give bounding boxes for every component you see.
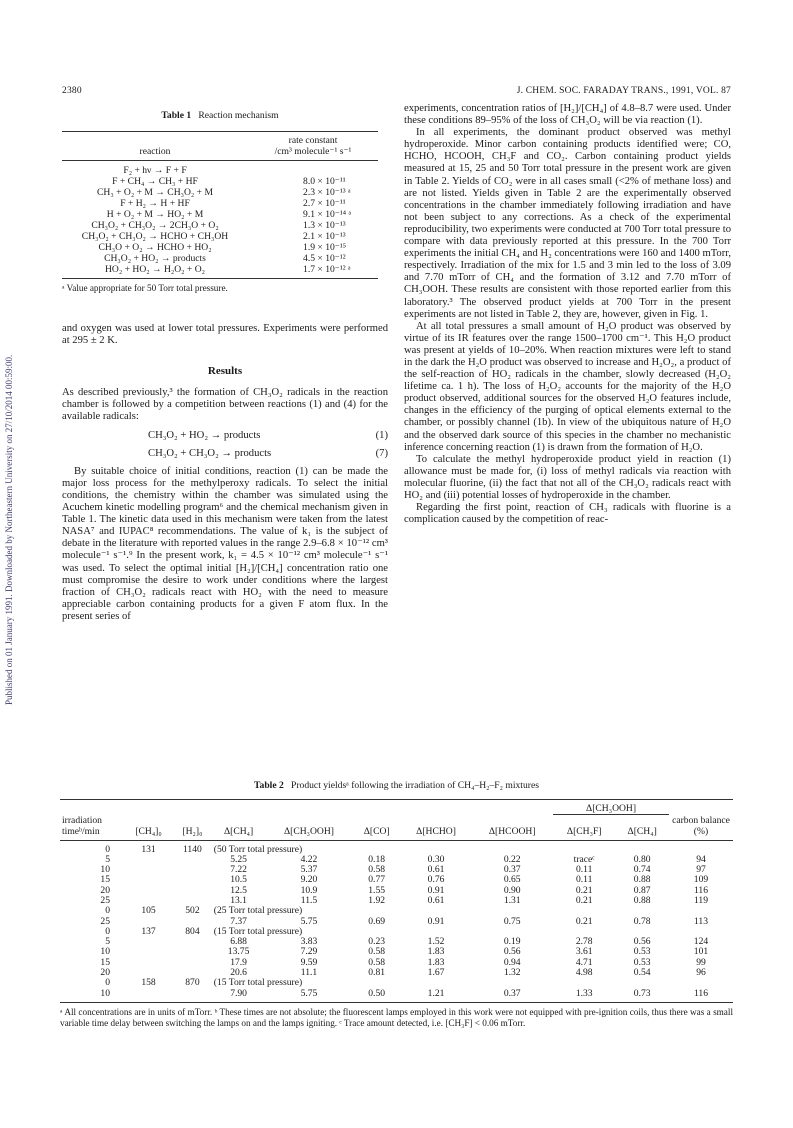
table2-cell: 17.9	[230, 956, 247, 968]
table2-cell: 0.58	[368, 956, 386, 968]
table2-cell: 7.37	[230, 915, 247, 927]
table2-row	[60, 978, 733, 988]
table1-rate-constant: 4.5 × 10⁻¹²	[303, 253, 346, 264]
table2-cell: 1.32	[503, 967, 521, 979]
table2-row	[60, 906, 733, 916]
table2-cell	[173, 886, 212, 896]
table2-cell	[124, 855, 173, 865]
table2-cell: 0.53	[633, 956, 651, 968]
table2-group-head: Δ[CH₃OOH]	[553, 800, 669, 815]
table2-cell: 0.21	[575, 894, 593, 906]
table1-row	[62, 209, 378, 220]
table2-cell	[124, 989, 173, 1003]
table2-row	[60, 865, 733, 875]
table2-cell: 0.58	[368, 864, 386, 876]
table2-col-header: carbon balance (%)	[669, 815, 733, 841]
table1-row	[62, 242, 378, 253]
table2-cell: 0.69	[368, 915, 386, 927]
table1-reaction: H + O₂ + M → HO₂ + M	[106, 209, 204, 220]
equation-7-text: CH₃O₂ + CH₃O₂ → products	[148, 447, 272, 459]
table2-col-header: [H₂]₀	[173, 815, 212, 841]
table2-cell: 25	[100, 894, 110, 906]
table2-cell: 1.52	[427, 936, 445, 948]
table2-cell: 25	[100, 915, 110, 927]
table2-title: Product yieldsᵃ following the irradiation of CH₄–H₂–F₂ mixtures	[291, 780, 539, 791]
table1-row	[62, 176, 378, 187]
table2-cell: 137	[141, 925, 156, 937]
table1-row	[62, 231, 378, 242]
left-column	[62, 323, 388, 623]
table2-cell: 9.20	[300, 874, 318, 886]
table2-pressure-note: (50 Torr total pressure)	[213, 843, 303, 855]
table2-cell: 20.6	[230, 967, 247, 979]
table2-row	[60, 968, 733, 978]
table2-row	[60, 937, 733, 947]
right-para-2: In all experiments, the dominant product observed was methyl hydroperoxide. Minor carbon containing products identified were; CO, HCHO, HCOOH, CH₃F and CO₂. Carbon containing product yields measured at 15, 25 and 50 Torr total pressure in the present work are given in Table 2. Yields of CO₂ were in all cases small (<2% of methane loss) and are not listed. Yields given in Table 2 are the experimentally observed concentrations in the chamber immediately following irradiation and have not been subject to any corrections. As a check of the experimental reproducibility, two experiments were conducted at 700 Torr total pressure to compare with data previously reported at this pressure. In the 700 Torr experiments the initial CH₄ and H₂ concentrations were 160 and 1400 mTorr, respectively. Irradiation of the mix for 1.5 and 3 min led to the loss of 3.09 and 7.70 mTorr of CH₄ and the formation of 3.12 and 7.70 mTorr of CH₃OOH. These results are consistent with those reported earlier from this laboratory.³ The observed product yields at 700 Torr in the present experiments are not listed in Table 2, they are, however, given in Fig. 1.	[404, 127, 731, 320]
table2-col-header: Δ[CH₄]	[615, 815, 669, 841]
table2-row	[60, 989, 733, 1003]
table2-cell: 804	[185, 925, 200, 937]
table2-cell: 0.87	[633, 884, 651, 896]
table2-cell	[173, 937, 212, 947]
table2-row	[60, 875, 733, 885]
table2-cell: 10	[100, 864, 110, 876]
table2-cell: 5.37	[300, 864, 318, 876]
table2-row	[60, 917, 733, 927]
table1-rate-constant: 2.3 × 10⁻¹³ ᵃ	[303, 187, 351, 198]
download-sidebar	[2, 300, 16, 720]
table2-pressure-note: (15 Torr total pressure)	[213, 977, 303, 989]
table2-cell: 1.33	[553, 989, 615, 1003]
table1-row	[62, 187, 378, 198]
table2-col-header: Δ[CH₄]	[212, 815, 266, 841]
table2-row	[60, 840, 733, 855]
table2-cell: 10.9	[300, 884, 318, 896]
table2-cell: 0.50	[353, 989, 401, 1003]
table1-reaction: CH₃O + O₂ → HCHO + HO₂	[98, 242, 212, 253]
table2-cell: 9.59	[300, 956, 318, 968]
table2-cell: 5	[105, 936, 110, 948]
table2-row	[60, 886, 733, 896]
table2-cell: 0.78	[633, 915, 651, 927]
table2-cell: 0.77	[368, 874, 386, 886]
table2-cell: 105	[141, 905, 156, 917]
table2-col-header: [CH₄]₀	[124, 815, 173, 841]
table2-cell: 0.61	[427, 894, 445, 906]
table1-reaction: CH₃O₂ + HO₂ → products	[104, 253, 206, 264]
table2-cell: 0.56	[503, 946, 521, 958]
table2-cell: 0.22	[503, 853, 521, 865]
table2-cell: 5.25	[230, 853, 247, 865]
table1-row	[62, 198, 378, 209]
table2-cell: 0	[105, 925, 110, 937]
table2-footnote: ᵃ All concentrations are in units of mTorr. ᵇ These times are not absolute; the fluorescent lamps employed in this work were not equipped with pre-ignition coils, thus there was a small variable time delay between switching the lamps on and the lamps igniting. ᶜ Trace amount detected, i.e. [CH₃F] < 0.06 mTorr.	[60, 1006, 733, 1028]
table2-cell: 5.75	[300, 915, 318, 927]
table1-row	[62, 264, 378, 279]
table2-cell: 0.23	[368, 936, 386, 948]
table1-row	[62, 253, 378, 264]
table2-cell: 0.54	[633, 967, 651, 979]
table2-cell: 20	[100, 884, 110, 896]
table2-cell: 116	[669, 989, 733, 1003]
table2-cell: 20	[100, 967, 110, 979]
equation-1-number: (1)	[375, 429, 388, 441]
table2-cell: 870	[185, 977, 200, 989]
table2-cell	[124, 875, 173, 885]
table2-cell: 0.88	[633, 874, 651, 886]
table2-cell: 11.1	[300, 967, 318, 979]
table2-cell: 5	[105, 853, 110, 865]
table2-col-header: Δ[HCHO]	[401, 815, 472, 841]
table1-col-rate-1: rate constant	[248, 132, 378, 147]
table1-reaction: CH₃O₂ + CH₃O₂ → 2CH₃O + O₂	[91, 220, 219, 231]
table2-cell: 7.22	[230, 864, 247, 876]
left-para-0: and oxygen was used at lower total pressures. Experiments were performed at 295 ± 2 K.	[62, 323, 388, 347]
table1-title: Reaction mechanism	[198, 110, 279, 121]
table2-cell: 5.75	[265, 989, 352, 1003]
table2-cell: 0.19	[503, 936, 521, 948]
table2-cell: 1.31	[503, 894, 521, 906]
table2-cell: 10.5	[230, 874, 247, 886]
table2-cell: 0.90	[503, 884, 521, 896]
table2-col-header: Δ[HCOOH]	[471, 815, 553, 841]
table2-cell: 158	[141, 977, 156, 989]
table2-cell: 0.65	[503, 874, 521, 886]
right-column	[404, 103, 731, 526]
table2-cell	[173, 958, 212, 968]
table2-cell: 119	[693, 894, 709, 906]
table2-cell: 4.98	[575, 967, 593, 979]
table2-cell	[124, 958, 173, 968]
table2-cell: 101	[693, 946, 709, 958]
table2-cell: 0.53	[633, 946, 651, 958]
table2-pressure-note: (15 Torr total pressure)	[213, 925, 303, 937]
table1-reaction: F + H₂ → H + HF	[120, 198, 190, 209]
table2-cell: 13.1	[230, 894, 247, 906]
table2-cell: 0.81	[368, 967, 386, 979]
table2-cell: 113	[693, 915, 709, 927]
table2-cell: 6.88	[230, 936, 247, 948]
table2-cell: 0.11	[575, 864, 593, 876]
table2-cell	[173, 947, 212, 957]
table1-rate-constant: 2.7 × 10⁻¹¹	[303, 198, 346, 209]
table2-cell: 10	[60, 989, 124, 1003]
table2-cell: 0.76	[427, 874, 445, 886]
table2-cell: 124	[693, 936, 709, 948]
table2-cell: 0.75	[503, 915, 521, 927]
table2-cell: 96	[696, 967, 706, 979]
table2-cell: 1.83	[427, 946, 445, 958]
table2-cell: 0.37	[471, 989, 553, 1003]
table1-reaction: CH₃ + O₂ + M → CH₃O₂ + M	[97, 187, 213, 198]
table1-rate-constant: 8.0 × 10⁻¹¹	[303, 176, 346, 187]
table1-rate-constant: 9.1 × 10⁻¹⁴ ᵃ	[303, 209, 352, 220]
table2-cell: 131	[141, 843, 156, 855]
table2-cell: 15	[100, 874, 110, 886]
equation-1-text: CH₃O₂ + HO₂ → products	[148, 429, 261, 441]
table2-cell: 0.37	[503, 864, 521, 876]
table2-cell: 0.18	[368, 853, 386, 865]
table2-col-header: Δ[CO]	[353, 815, 401, 841]
table2-cell	[124, 947, 173, 957]
table2-cell: 13.75	[227, 946, 250, 958]
table2-col-header: Δ[CH₃OOH]	[265, 815, 352, 841]
table1-reaction: HO₂ + HO₂ → H₂O₂ + O₂	[62, 264, 248, 279]
table2-cell	[173, 875, 212, 885]
table2-cell: 0.21	[575, 884, 593, 896]
table2-cell: 1.83	[427, 956, 445, 968]
table2-cell: 502	[185, 905, 200, 917]
table2-cell: 7.90	[212, 989, 266, 1003]
table2-cell: 2.78	[575, 936, 593, 948]
table1-footnote: ᵃ Value appropriate for 50 Torr total pressure.	[62, 283, 228, 293]
table2-cell	[173, 989, 212, 1003]
table2-caption	[60, 780, 733, 791]
table1-row	[62, 220, 378, 231]
table2-cell: 0.91	[427, 915, 445, 927]
table2-cell: 11.5	[300, 894, 318, 906]
table2-cell	[124, 865, 173, 875]
table2-row	[60, 947, 733, 957]
table2-row	[60, 896, 733, 906]
download-notice: Published on 01 January 1991. Downloaded by Northeastern University on 27/10/2014 00:59:00.	[4, 354, 14, 705]
table2-cell: 1140	[182, 843, 202, 855]
equation-7-number: (7)	[375, 447, 388, 459]
table2-cell: 0.73	[615, 989, 669, 1003]
table2-cell: 1.55	[368, 884, 386, 896]
table2-cell: traceᶜ	[573, 853, 595, 865]
table1-rate-constant: 1.9 × 10⁻¹⁵	[303, 242, 347, 253]
table1-reaction: F + CH₄ → CH₃ + HF	[112, 176, 198, 187]
running-head: J. CHEM. SOC. FARADAY TRANS., 1991, VOL. 87	[516, 86, 731, 96]
table1-rate-constant	[248, 161, 378, 177]
right-para-5: Regarding the first point, reaction of CH₃ radicals with fluorine is a complication caused by the competition of reac-	[404, 502, 731, 526]
table1	[62, 131, 378, 279]
table2-cell: 3.61	[575, 946, 593, 958]
table2-cell: 0.88	[633, 894, 651, 906]
equation-7	[62, 448, 388, 460]
table2-cell: 0.74	[633, 864, 651, 876]
table2-cell: 0.11	[575, 874, 593, 886]
table2-cell: 0.58	[368, 946, 386, 958]
table2-cell: 0	[105, 843, 110, 855]
table2-cell: 15	[100, 956, 110, 968]
table2-cell: 1.67	[427, 967, 445, 979]
right-para-4: To calculate the methyl hydroperoxide product yield in reaction (1) allowance must be made for, (i) loss of methyl radicals via reaction with molecular fluorine, (ii) the fact that not all of the CH₃O₂ radicals react with HO₂ and (iii) potential losses of hydroperoxide in the chamber.	[404, 453, 731, 501]
table2-col-header: Δ[CH₃F]	[553, 815, 615, 841]
table2-cell	[173, 865, 212, 875]
table2-cell	[124, 886, 173, 896]
page-number: 2380	[62, 86, 82, 96]
left-para-1: As described previously,³ the formation of CH₃O₂ radicals in the reaction chamber is followed by a competition between reactions (1) and (4) for the available radicals:	[62, 387, 388, 423]
equation-1	[62, 430, 388, 442]
table2-cell: 0.56	[633, 936, 651, 948]
table2-cell: 109	[693, 874, 709, 886]
table1-rate-constant: 1.3 × 10⁻¹³	[303, 220, 346, 231]
table2-cell: 7.29	[300, 946, 318, 958]
table1-rate-constant: 2.1 × 10⁻¹³	[303, 231, 346, 242]
table1-reaction: F₂ + hν → F + F	[123, 165, 187, 176]
table2-cell: 0.30	[427, 853, 445, 865]
table2-cell: 0.94	[503, 956, 521, 968]
table2-cell	[124, 937, 173, 947]
table1-row	[62, 161, 378, 177]
table2-cell: 12.5	[230, 884, 247, 896]
table2-cell: 116	[693, 884, 709, 896]
table2-cell: 10	[100, 946, 110, 958]
table2-cell: 0.61	[427, 864, 445, 876]
right-para-1: experiments, concentration ratios of [H₂]/[CH₄] of 4.8–8.7 were used. Under these conditions 89–95% of the loss of CH₃O₂ will be via reaction (1).	[404, 103, 731, 127]
table2-cell: 0	[105, 905, 110, 917]
table2-block	[60, 780, 733, 1029]
results-heading: Results	[207, 365, 243, 378]
table2-row	[60, 927, 733, 937]
table1-rate-constant: 1.7 × 10⁻¹² ᵃ	[248, 264, 378, 279]
table2-col-header: irradiation timeᵇ/min	[60, 815, 124, 841]
table1-col-rate-2: /cm³ molecule⁻¹ s⁻¹	[248, 146, 378, 161]
table2-pressure-note: (25 Torr total pressure)	[213, 905, 303, 917]
table2-cell: 4.71	[575, 956, 593, 968]
table1-col-reaction: reaction	[62, 146, 248, 161]
table2-cell: 0.91	[427, 884, 445, 896]
table2-cell: 1.21	[401, 989, 472, 1003]
table1-reaction: CH₃O₂ + CH₃O₂ → HCHO + CH₃OH	[81, 231, 229, 242]
table2-cell: 4.22	[300, 853, 318, 865]
table2-cell	[173, 855, 212, 865]
table1-caption	[62, 110, 378, 121]
table2	[60, 799, 733, 1003]
table2-cell: 0.80	[633, 853, 651, 865]
table2-cell: 0.21	[575, 915, 593, 927]
table2-label: Table 2	[254, 780, 284, 791]
left-para-2: By suitable choice of initial conditions, reaction (1) can be made the major loss process for the methylperoxy radicals. To select the initial conditions, the chemistry within the chamber was simulated using the Acuchem kinetic modelling program⁶ and the chemical mechanism given in Table 1. The kinetic data used in this mechanism were taken from the latest NASA⁷ and IUPAC⁸ recommendations. The value of k₁ is the subject of debate in the literature with reported values in the range 2.9–6.8 × 10⁻¹² cm³ molecule⁻¹ s⁻¹.⁹ In the present work, k₁ = 4.5 × 10⁻¹² cm³ molecule⁻¹ s⁻¹ was used. To select the optimal initial [H₂]/[CH₄] concentration ratio one must compromise the desire to work under conditions where the largest fraction of CH₃O₂ radicals react with HO₂ with the need to measure appreciable carbon containing products for a given F atom flux. In the present series of	[62, 465, 388, 622]
right-para-3: At all total pressures a small amount of H₂O product was observed by virtue of its IR features over the range 1500–1700 cm⁻¹. This H₂O product was present at yields of 10–20%. When reaction mixtures were left to stand in the dark the H₂O product was observed to increase and H₂O₂, a product of the self-reaction of HO₂ radicals in the chamber, slowly decreased (H₂O₂ lifetime ca. 1 h). The loss of H₂O₂ accounts for the majority of the H₂O product observed, additional sources for the observed H₂O features include, changes in the efficiency of the purging of optical elements external to the chamber, or possibly channel (1b). In view of the ubiquitous nature of H₂O and the observed dark source of this species in the chamber no mechanistic inference concerning reaction (1) is drawn from the formation of H₂O.	[404, 320, 731, 453]
table2-cell: 0	[105, 977, 110, 989]
table2-cell: 94	[696, 853, 706, 865]
table2-cell: 97	[696, 864, 706, 876]
table2-cell: 99	[696, 956, 706, 968]
table1-label: Table 1	[161, 110, 192, 121]
table2-cell: 1.92	[368, 894, 386, 906]
table2-cell: 3.83	[300, 936, 318, 948]
table2-row	[60, 958, 733, 968]
table2-row	[60, 855, 733, 865]
